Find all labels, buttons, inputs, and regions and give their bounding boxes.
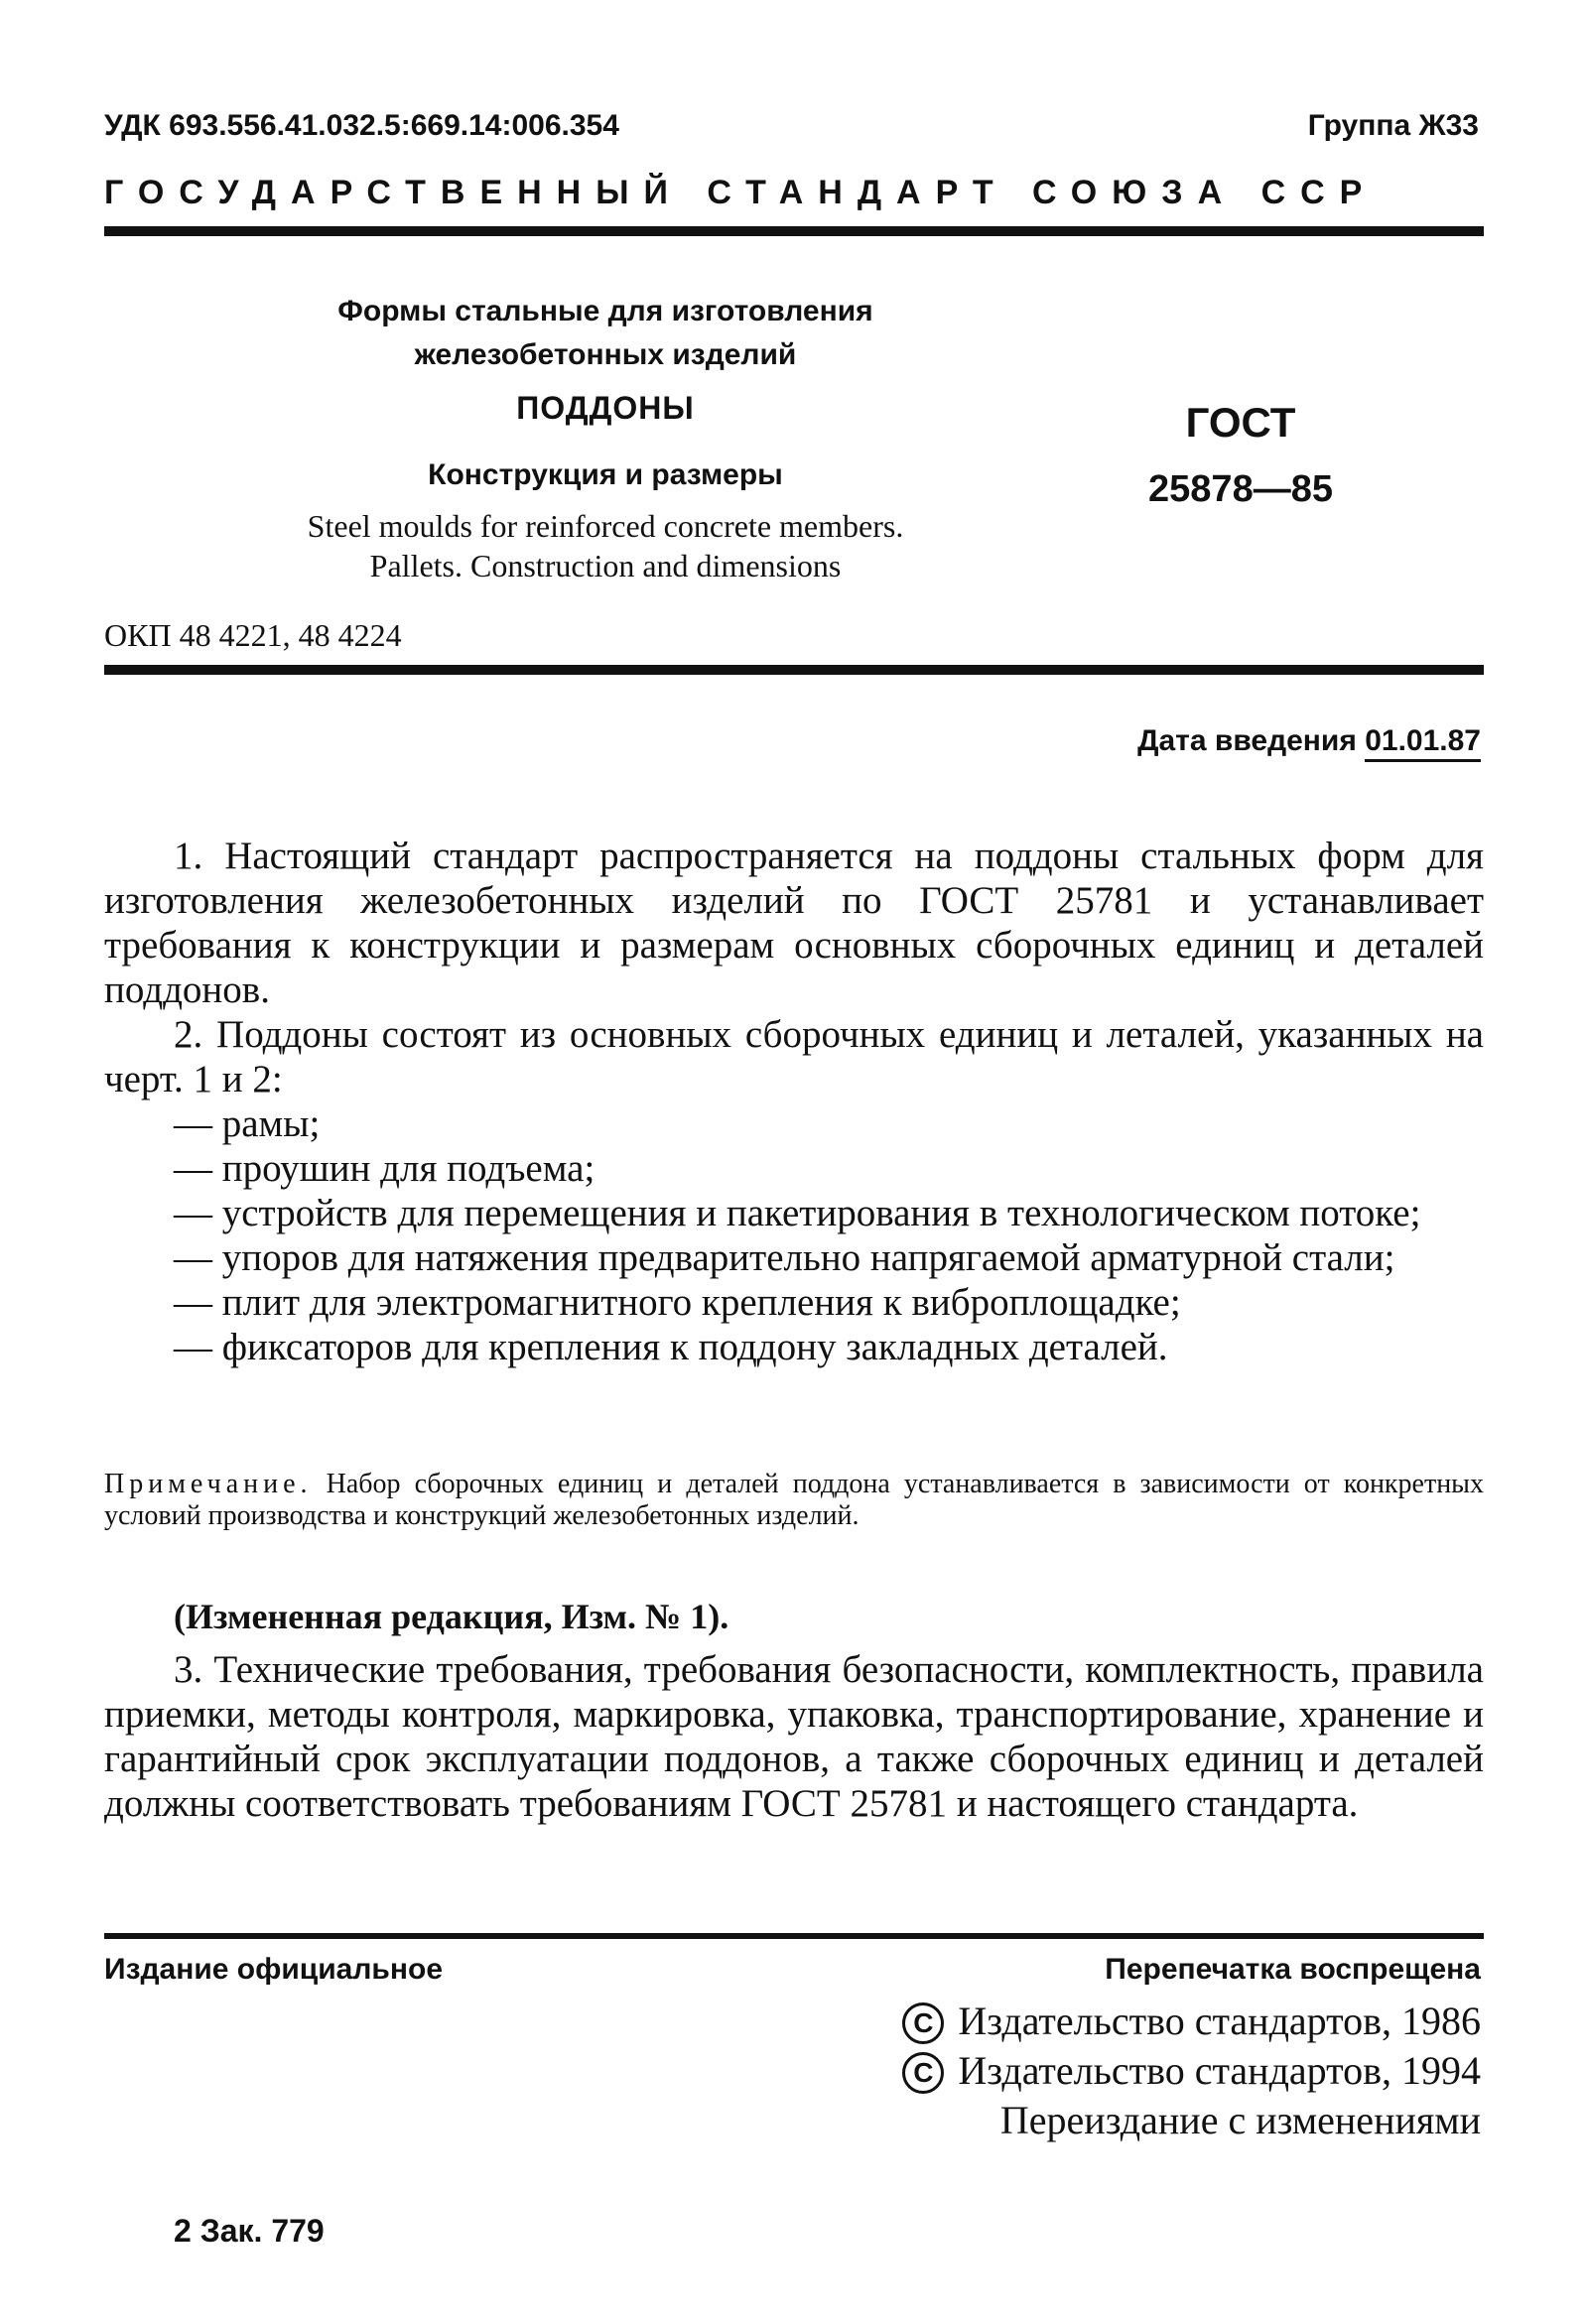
copyright-1986 <box>902 1998 1481 2044</box>
gost-number: 25878—85 <box>1148 468 1333 510</box>
title-line-2: железобетонных изделий <box>414 338 797 371</box>
order-number: 2 Зак. 779 <box>174 2213 325 2249</box>
title-construction: Конструкция и размеры <box>428 458 783 491</box>
list-item: — рамы; <box>174 1102 321 1145</box>
reissue-note: Переиздание с изменениями <box>999 2098 1481 2142</box>
list-item: — фиксаторов для крепления к поддону закладных деталей. <box>174 1326 1168 1368</box>
paragraph-1: 1. Настоящий стандарт распространяется на поддоны стальных форм для изготовления железобетонных изделий по ГОСТ 25781 и устанавливает требования к конструкции и размерам основных сборочных единиц и деталей поддонов. <box>104 835 1484 1011</box>
copyright-text: Издательство стандартов, 1986 <box>958 1999 1481 2043</box>
udk-code: УДК 693.556.41.032.5:669.14:006.354 <box>104 109 619 142</box>
section-1 <box>104 834 1484 1012</box>
note <box>104 1469 1484 1532</box>
paragraph-3: 3. Технические требования, требования безопасности, комплектность, правила приемки, методы контроля, маркировка, упаковка, транспортирование, хранение и гарантийный срок эксплуатации поддонов, а также сборочных единиц и деталей должны соответствовать требованиям ГОСТ 25781 и настоящего стандарта. <box>104 1648 1484 1825</box>
title-block <box>218 290 992 377</box>
copyright-icon: C <box>902 2002 944 2044</box>
okp-codes: ОКП 48 4221, 48 4224 <box>104 617 402 653</box>
gost-label: ГОСТ <box>1185 399 1296 446</box>
footer-divider <box>104 1933 1484 1939</box>
edition-label: Издание официальное <box>104 1953 444 1986</box>
header-divider <box>104 226 1484 236</box>
note-text: Набор сборочных единиц и деталей поддона устанавливается в зависимости от конкретных условий производства и конструкций железобетонных изделий. <box>104 1469 1484 1531</box>
english-title-line-2: Pallets. Construction and dimensions <box>369 548 842 583</box>
section-3 <box>104 1647 1484 1826</box>
title-pallets: ПОДДОНЫ <box>516 390 695 426</box>
note-label: Примечание. <box>104 1469 313 1499</box>
list-item: — проушин для подъема; <box>174 1147 596 1190</box>
introduction-date <box>1137 724 1481 758</box>
state-standard-heading: ГОСУДАРСТВЕННЫЙ СТАНДАРТ СОЮЗА ССР <box>104 174 1378 211</box>
list-item: — устройств для перемещения и пакетирования в технологическом потоке; <box>174 1192 1421 1234</box>
copyright-1994 <box>902 2047 1481 2094</box>
introduction-date-label: Дата введения <box>1137 724 1357 757</box>
section-2 <box>104 1012 1484 1369</box>
copyright-text: Издательство стандартов, 1994 <box>958 2048 1481 2093</box>
list-item: — упоров для натяжения предварительно напрягаемой арматурной стали; <box>174 1236 1395 1279</box>
english-title-line-1: Steel moulds for reinforced concrete members. <box>307 508 904 544</box>
amendment-note: (Измененная редакция, Изм. № 1). <box>174 1597 729 1636</box>
copyright-icon: C <box>902 2052 944 2094</box>
title-divider <box>104 665 1484 675</box>
english-title <box>218 506 992 585</box>
introduction-date-value: 01.01.87 <box>1365 724 1481 762</box>
title-line-1: Формы стальные для изготовления <box>337 295 873 327</box>
paragraph-2: 2. Поддоны состоят из основных сборочных единиц и леталей, указанных на черт. 1 и 2: <box>104 1013 1484 1100</box>
group-code: Группа Ж33 <box>1307 109 1479 142</box>
reprint-notice: Перепечатка воспрещена <box>1105 1953 1481 1986</box>
list-item: — плит для электромагнитного крепления к виброплощадке; <box>174 1281 1181 1324</box>
